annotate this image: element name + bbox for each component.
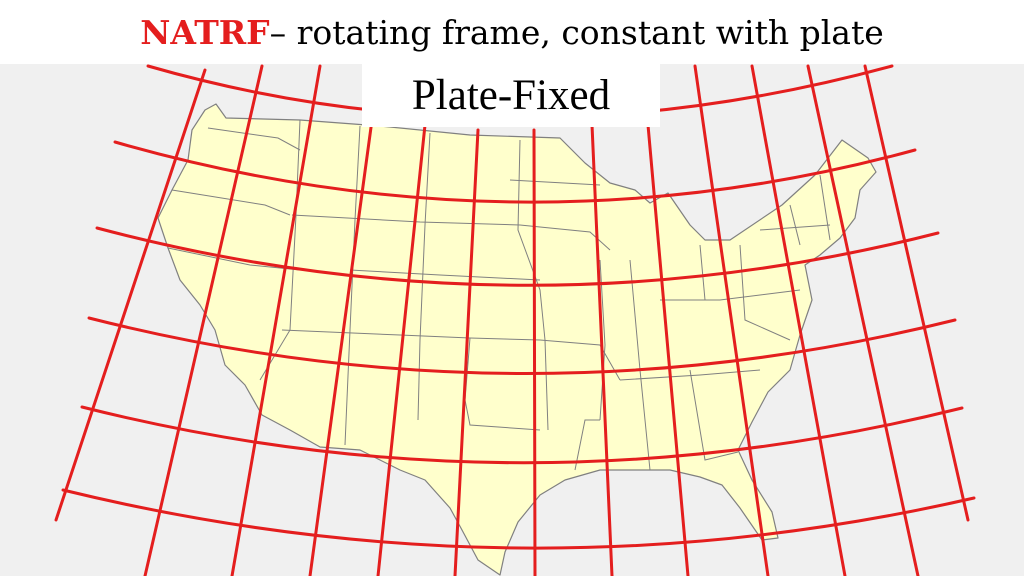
graticule-line-13 bbox=[865, 66, 968, 520]
title-rest: – rotating frame, constant with plate bbox=[269, 12, 884, 52]
frame-label: Plate-Fixed bbox=[362, 63, 660, 127]
graticule-line-7 bbox=[534, 130, 535, 576]
title-keyword: NATRF bbox=[140, 12, 270, 52]
graticule-line-1 bbox=[56, 70, 205, 520]
graticule-line-12 bbox=[808, 66, 918, 576]
